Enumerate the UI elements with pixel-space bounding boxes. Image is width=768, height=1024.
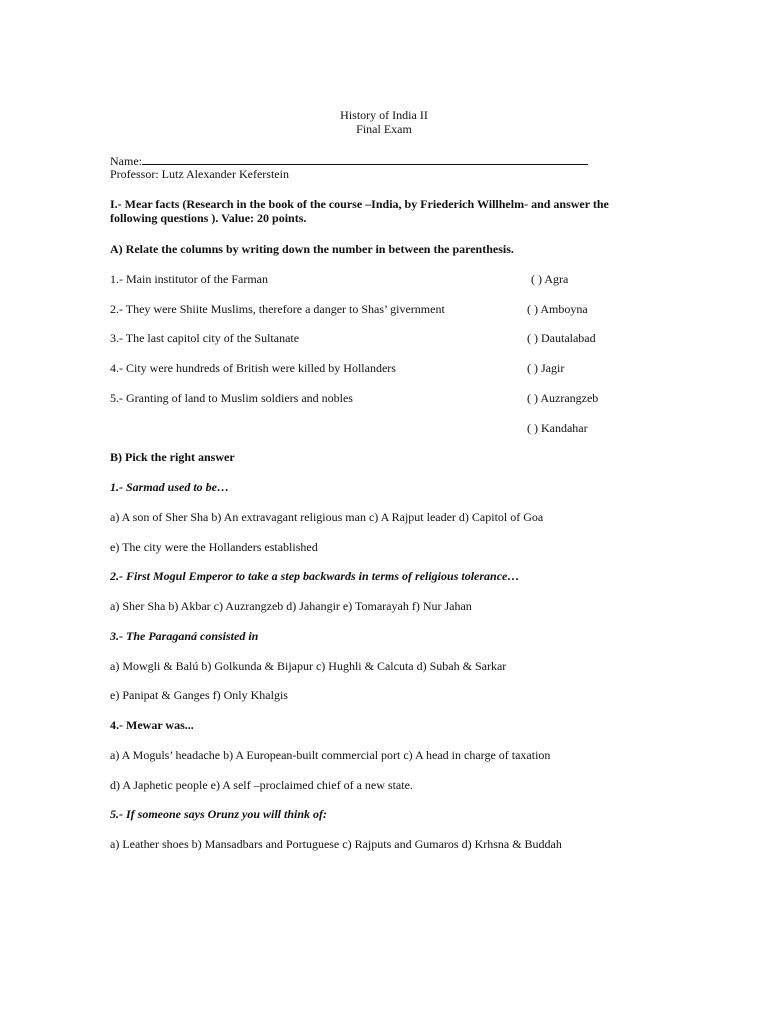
question-5: 5.- If someone says Orunz you will think of:: [110, 807, 328, 821]
question-1-answers-line1: a) A son of Sher Sha b) An extravagant religious man c) A Rajput leader d) Capitol of Goa: [110, 510, 544, 524]
question-2-answers: a) Sher Sha b) Akbar c) Auzrangzeb d) Jahangir e) Tomarayah f) Nur Jahan: [110, 599, 472, 613]
question-4: 4.- Mewar was...: [110, 718, 194, 732]
section1-heading-line2: following questions ). Value: 20 points.: [110, 211, 307, 225]
part-a-item-5: 5.- Granting of land to Muslim soldiers and nobles: [110, 391, 353, 405]
part-a-option-kandahar: ( ) Kandahar: [527, 421, 588, 435]
name-label: Name:: [110, 154, 142, 168]
exam-subtitle: Final Exam: [356, 122, 412, 136]
question-3: 3.- The Paraganá consisted in: [110, 629, 259, 643]
question-4-answers-line1: a) A Moguls’ headache b) A European-built commercial port c) A head in charge of taxation: [110, 748, 551, 762]
section1-heading-line1: I.- Mear facts (Research in the book of the course –India, by Friederich Willhelm- and answer the: [110, 197, 609, 211]
question-3-answers-line2: e) Panipat & Ganges f) Only Khalgis: [110, 688, 288, 702]
part-a-item-1: 1.- Main institutor of the Farman: [110, 272, 268, 286]
name-row: [110, 153, 588, 168]
question-3-answers-line1: a) Mowgli & Balú b) Golkunda & Bijapur c) Hughli & Calcuta d) Subah & Sarkar: [110, 659, 507, 673]
part-b-heading: B) Pick the right answer: [110, 450, 235, 464]
professor-line: Professor: Lutz Alexander Keferstein: [110, 167, 289, 181]
question-1-answers-line2: e) The city were the Hollanders established: [110, 540, 318, 554]
question-4-answers-line2: d) A Japhetic people e) A self –proclaimed chief of a new state.: [110, 778, 413, 792]
part-a-option-dautalabad: ( ) Dautalabad: [527, 331, 596, 345]
part-a-item-2: 2.- They were Shiite Muslims, therefore a danger to Shas’ givernment: [110, 302, 445, 316]
question-5-answers: a) Leather shoes b) Mansadbars and Portuguese c) Rajputs and Gumaros d) Krhsna & Buddah: [110, 837, 562, 851]
exam-title: History of India II: [340, 108, 428, 122]
part-a-option-jagir: ( ) Jagir: [527, 361, 565, 375]
question-1: 1.- Sarmad used to be…: [110, 480, 230, 494]
part-a-option-auzrangzeb: ( ) Auzrangzeb: [527, 391, 599, 405]
part-a-item-3: 3.- The last capitol city of the Sultanate: [110, 331, 300, 345]
part-a-heading: A) Relate the columns by writing down the number in between the parenthesis.: [110, 242, 514, 256]
part-a-option-agra: ( ) Agra: [531, 272, 569, 286]
name-blank[interactable]: [142, 153, 588, 165]
part-a-item-4: 4.- City were hundreds of British were killed by Hollanders: [110, 361, 396, 375]
part-a-option-amboyna: ( ) Amboyna: [527, 302, 588, 316]
question-2: 2.- First Mogul Emperor to take a step backwards in terms of religious tolerance…: [110, 569, 520, 583]
